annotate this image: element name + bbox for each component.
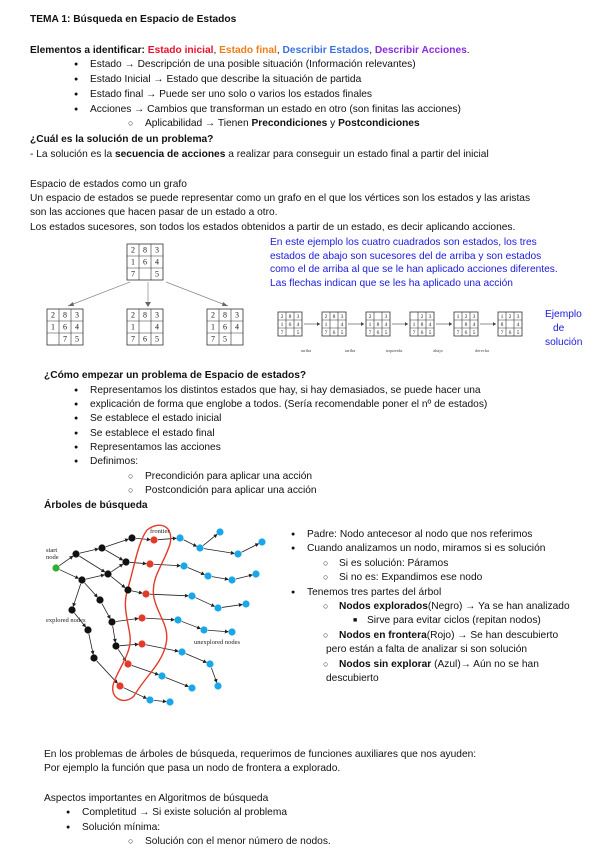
puzzle-tile: 4: [155, 257, 159, 267]
tree-edge: [73, 584, 80, 606]
puzzle-tile: 2: [211, 310, 215, 320]
puzzle-tile: 4: [516, 321, 520, 328]
puzzle-tile: 6: [143, 334, 147, 344]
puzzle-tile: 2: [131, 245, 135, 255]
tree-start-node: [52, 564, 59, 571]
puzzle-tile: 2: [280, 313, 284, 320]
sequence-board: [498, 312, 522, 336]
puzzle-tile: 1: [280, 321, 284, 328]
tree-explored-node: [72, 550, 79, 557]
puzzle-tile: 2: [368, 313, 372, 320]
tree-unexplored-node: [178, 648, 185, 655]
puzzle-tile: 7: [131, 334, 135, 344]
tree-edge: [132, 591, 142, 593]
puzzle-graph-figure: [30, 236, 270, 348]
sequence-action-label: arriba: [300, 348, 312, 353]
tree-note-sin-explorar-cont: descubierto: [326, 673, 379, 684]
puzzle-tile: 5: [296, 329, 300, 336]
tree-edge: [236, 575, 252, 579]
tree-edge: [105, 550, 122, 560]
tree-unexplored-node: [200, 626, 207, 633]
element-states: Describir Estados: [282, 45, 370, 56]
tree-edge: [79, 556, 104, 572]
tree-explored-node: [68, 606, 75, 613]
puzzle-state-left: [47, 309, 83, 345]
def-estado-final: ● Estado final → Puede ser uno solo o varios los estados finales: [90, 88, 372, 101]
tree-edge: [186, 654, 207, 663]
tree-edge: [154, 564, 180, 566]
tree-unexplored-node: [174, 616, 181, 623]
puzzle-tile: 1: [368, 321, 372, 328]
tree-unexplored-node: [216, 528, 223, 535]
tree-unexplored-node: [166, 698, 173, 705]
start-subitem-1: ○ Precondición para aplicar una acción: [145, 470, 312, 483]
puzzle-tile: 6: [376, 329, 380, 336]
example-note: En este ejemplo los cuatro cuadrados son estados, los tres estados de abajo son sucesores del de arriba y son estados como el de arriba al que se le han aplicado acciones diferentes. Las flechas indican que se les ha aplicado una acción: [270, 237, 558, 289]
tree-edge: [154, 700, 166, 701]
puzzle-tile: 2: [508, 313, 512, 320]
elements-line: Elementos a identificar: Estado inicial, Estado final, Describir Estados, Describir Acciones.: [30, 45, 470, 56]
puzzle-tile: 7: [324, 329, 328, 336]
puzzle-tile: 7: [412, 329, 416, 336]
puzzle-tile: 6: [143, 257, 147, 267]
puzzle-tile: 7: [500, 329, 504, 336]
tree-unexplored-node: [188, 684, 195, 691]
puzzle-tile: 8: [500, 321, 504, 328]
puzzle-tile: 6: [63, 322, 67, 332]
tree-unexplored-node: [188, 592, 195, 599]
tree-note-frontera: ○ Nodos en frontera(Rojo) → Se han descubierto: [339, 629, 558, 642]
def-estado-inicial: ● Estado Inicial → Estado que describe la situación de partida: [90, 73, 361, 86]
puzzle-tile: 8: [288, 313, 292, 320]
puzzle-tile: 6: [420, 329, 424, 336]
puzzle-tile: 3: [155, 310, 159, 320]
tree-explored-node: [108, 618, 115, 625]
tree-unexplored-node: [214, 604, 221, 611]
tree-note-padre: ● Padre: Nodo antecesor al nodo que nos referimos: [307, 528, 532, 541]
puzzle-tile: 6: [464, 329, 468, 336]
elements-label: Elementos a identificar:: [30, 45, 145, 56]
puzzle-tile: 7: [211, 334, 215, 344]
puzzle-tile: 3: [340, 313, 344, 320]
tree-edge: [196, 598, 215, 607]
puzzle-tile: 2: [464, 313, 468, 320]
tree-unexplored-node: [242, 600, 249, 607]
aspect-completitud: ● Completitud → Si existe solución al problema: [82, 806, 287, 819]
puzzle-tile: 3: [384, 313, 388, 320]
tree-frontier-node: [138, 614, 145, 621]
aux-paragraph-2: Por ejemplo la función que pasa un nodo de frontera a explorado.: [44, 763, 341, 774]
graph-paragraph-1: Un espacio de estados se puede representar como un grafo en el que los vértices son los estados y las aristas: [30, 193, 531, 204]
tree-note-partes: ● Tenemos tres partes del árbol: [307, 586, 441, 599]
puzzle-tile: 7: [131, 269, 135, 279]
tree-note-sino: ○ Si no es: Expandimos ese nodo: [339, 571, 482, 584]
aspects-title: Aspectos importantes en Algoritmos de búsqueda: [44, 793, 269, 804]
tree-explored-node: [98, 544, 105, 551]
tree-explored-node: [90, 654, 97, 661]
tree-edge: [80, 549, 98, 553]
graph-title: Espacio de estados como un grafo: [30, 179, 187, 190]
tree-edge: [188, 568, 205, 575]
tree-label-explored: explored nodes: [46, 617, 86, 624]
tree-frontier-node: [116, 682, 123, 689]
tree-unexplored-node: [228, 576, 235, 583]
solution-answer: - La solución es la secuencia de acciones a realizar para conseguir un estado final a partir del inicial: [30, 149, 489, 160]
tree-label-frontier: frontier: [150, 528, 170, 535]
tree-edge: [211, 668, 216, 682]
tree-edge: [136, 538, 150, 539]
puzzle-tile: 5: [516, 329, 520, 336]
tree-frontier-node: [138, 640, 145, 647]
sequence-board: [454, 312, 478, 336]
tree-note-si: ○ Si es solución: Páramos: [339, 557, 448, 570]
puzzle-tile: 2: [131, 310, 135, 320]
sequence-board: [278, 312, 302, 336]
puzzle-tile: 8: [143, 245, 147, 255]
tree-unexplored-node: [206, 660, 213, 667]
tree-edge: [150, 594, 188, 596]
tree-frontier-node: [124, 660, 131, 667]
puzzle-tile: 3: [472, 313, 476, 320]
tree-edge: [132, 665, 158, 674]
def-acciones: ● Acciones → Cambios que transforman un estado en otro (son finitas las acciones): [90, 103, 461, 116]
tree-unexplored-node: [228, 628, 235, 635]
tree-note-sin-explorar: ○ Nodos sin explorar (Azul)→ Aún no se han: [339, 658, 539, 671]
tree-unexplored-node: [146, 696, 153, 703]
sequence-action-label: abajo: [433, 348, 443, 353]
tree-frontier-node: [150, 536, 157, 543]
tree-note-cuando: ● Cuando analizamos un nodo, miramos si es solución: [307, 542, 545, 555]
page-title: TEMA 1: Búsqueda en Espacio de Estados: [30, 14, 237, 25]
puzzle-state-middle: [127, 309, 163, 345]
tree-edge: [102, 604, 110, 619]
sequence-board: [410, 312, 434, 336]
puzzle-tile: 5: [155, 334, 159, 344]
sequence-action-label: izquierda: [385, 348, 403, 353]
puzzle-tile: 3: [155, 245, 159, 255]
tree-edge: [89, 634, 93, 654]
element-initial: Estado inicial: [147, 45, 214, 56]
tree-unexplored-node: [258, 538, 265, 545]
puzzle-tile: 1: [456, 313, 460, 320]
puzzle-tile: 3: [296, 313, 300, 320]
tree-note-frontera-cont: pero están a falta de analizar si son solución: [326, 644, 528, 655]
tree-edge: [59, 556, 72, 565]
puzzle-state-right: [207, 309, 243, 345]
aspect-menor-nodos: ○ Solución con el menor número de nodos.: [145, 835, 331, 848]
tree-edge: [204, 549, 234, 554]
tree-unexplored-node: [204, 572, 211, 579]
tree-note-ciclos: ■ Sirve para evitar ciclos (repitan nodos): [367, 614, 541, 627]
tree-edge: [60, 570, 79, 579]
tree-edge: [113, 626, 116, 642]
puzzle-tile: 4: [235, 322, 239, 332]
puzzle-tile: 4: [428, 321, 432, 328]
puzzle-tile: 8: [376, 321, 380, 328]
puzzle-tile: 5: [384, 329, 388, 336]
graph-paragraph-2: son las acciones que hacen pasar de un estado a otro.: [30, 207, 278, 218]
tree-edge: [106, 539, 128, 546]
puzzle-tile: 4: [472, 321, 476, 328]
solution-question: ¿Cuál es la solución de un problema?: [30, 134, 214, 145]
puzzle-tile: 1: [500, 313, 504, 320]
puzzle-tile: 6: [508, 329, 512, 336]
tree-edge: [242, 544, 259, 552]
puzzle-tile: 6: [332, 329, 336, 336]
puzzle-tile: 7: [368, 329, 372, 336]
puzzle-tile: 5: [428, 329, 432, 336]
tree-unexplored-node: [234, 550, 241, 557]
sequence-action-label: arriba: [344, 348, 356, 353]
puzzle-tile: 8: [464, 321, 468, 328]
tree-edge: [184, 540, 197, 546]
search-tree-figure: [42, 518, 282, 708]
tree-label-start: start: [46, 547, 58, 554]
puzzle-tile: 5: [340, 329, 344, 336]
tree-edge: [130, 562, 146, 563]
puzzle-tile: 6: [223, 322, 227, 332]
puzzle-tile: 8: [420, 321, 424, 328]
tree-edge: [111, 576, 125, 587]
tree-note-explorados: ○ Nodos explorados(Negro) → Ya se han analizado: [339, 600, 570, 613]
tree-explored-node: [84, 626, 91, 633]
puzzle-tile: 3: [75, 310, 79, 320]
puzzle-tile: 5: [472, 329, 476, 336]
puzzle-tile: 1: [211, 322, 215, 332]
tree-edge: [85, 583, 98, 597]
tree-edge: [111, 564, 122, 572]
sequence-board: [366, 312, 390, 336]
tree-label-unexplored: unexplored nodes: [194, 639, 241, 646]
trees-title: Árboles de búsqueda: [44, 500, 148, 511]
sequence-action-label: derecha: [475, 348, 489, 353]
tree-edge: [222, 605, 242, 608]
puzzle-tile: 5: [223, 334, 227, 344]
sequence-board: [322, 312, 346, 336]
puzzle-tile: 1: [412, 321, 416, 328]
tree-explored-node: [78, 576, 85, 583]
tree-edge: [212, 577, 228, 580]
tree-unexplored-node: [252, 570, 259, 577]
puzzle-tile: 4: [384, 321, 388, 328]
tree-explored-node: [96, 596, 103, 603]
tree-unexplored-node: [180, 562, 187, 569]
puzzle-tile: 8: [63, 310, 67, 320]
start-subitem-2: ○ Postcondición para aplicar una acción: [145, 484, 317, 497]
tree-frontier-node: [146, 560, 153, 567]
tree-unexplored-node: [176, 534, 183, 541]
start-item-2: ● Se establece el estado inicial: [90, 412, 221, 425]
puzzle-tile: 5: [155, 269, 159, 279]
tree-unexplored-node: [214, 682, 221, 689]
start-item-3: ● Se establece el estado final: [90, 427, 215, 440]
puzzle-tile: 3: [428, 313, 432, 320]
tree-edge: [182, 621, 201, 628]
aux-paragraph-1: En los problemas de árboles de búsqueda, requerimos de funciones auxiliares que nos ayuden:: [44, 749, 477, 760]
example-solution-label: Ejemplo de solución: [545, 309, 583, 348]
tree-explored-node: [124, 586, 131, 593]
puzzle-tile: 1: [324, 321, 328, 328]
tree-edge: [146, 645, 178, 651]
puzzle-tile: 2: [420, 313, 424, 320]
graph-arrow-right: [166, 282, 228, 306]
puzzle-tile: 7: [280, 329, 284, 336]
aspect-solucion-minima: ● Solución mínima:: [82, 821, 160, 834]
start-question: ¿Cómo empezar un problema de Espacio de estados?: [44, 370, 307, 381]
tree-edge: [146, 618, 174, 620]
start-item-1: ● Representamos los distintos estados que hay, si hay demasiados, se puede hacer una: [90, 384, 481, 397]
tree-edge: [86, 575, 104, 579]
tree-edge: [166, 677, 189, 686]
puzzle-state-top: [127, 244, 163, 280]
puzzle-tile: 4: [75, 322, 79, 332]
puzzle-tile: 3: [516, 313, 520, 320]
start-item-4: ● Representamos las acciones: [90, 441, 221, 454]
puzzle-tile: 2: [324, 313, 328, 320]
tree-unexplored-node: [158, 672, 165, 679]
tree-edge: [208, 630, 228, 631]
puzzle-tile: 8: [332, 313, 336, 320]
element-final: Estado final: [219, 45, 277, 56]
puzzle-tile: 7: [63, 334, 67, 344]
puzzle-tile: 1: [131, 322, 135, 332]
graph-arrow-left: [68, 282, 130, 306]
puzzle-tile: 8: [223, 310, 227, 320]
start-item-1-cont: ● explicación de forma que englobe a todos. (Sería recomendable poner el nº de estados): [90, 398, 487, 411]
puzzle-tile: 7: [456, 329, 460, 336]
tree-unexplored-node: [196, 544, 203, 551]
puzzle-tile: 4: [340, 321, 344, 328]
puzzle-tile: 4: [296, 321, 300, 328]
puzzle-tile: 4: [155, 322, 159, 332]
start-item-5: ● Definimos:: [90, 455, 138, 468]
solution-sequence-figure: [274, 308, 536, 356]
tree-explored-node: [128, 534, 135, 541]
tree-frontier-node: [142, 590, 149, 597]
puzzle-tile: 8: [143, 310, 147, 320]
tree-explored-node: [122, 558, 129, 565]
element-actions: Describir Acciones: [374, 45, 467, 56]
tree-explored-node: [112, 642, 119, 649]
tree-label-node: node: [46, 554, 59, 561]
puzzle-tile: 2: [51, 310, 55, 320]
puzzle-tile: 5: [75, 334, 79, 344]
tree-edge: [158, 538, 176, 539]
puzzle-tile: 3: [235, 310, 239, 320]
tree-explored-node: [104, 570, 111, 577]
graph-paragraph-3: Los estados sucesores, son todos los estados obtenidos a partir de un estado, es decir aplicando acciones.: [30, 222, 516, 233]
puzzle-tile: 1: [131, 257, 135, 267]
def-estado: ● Estado → Descripción de una posible situación (Información relevantes): [90, 58, 416, 71]
tree-edge: [203, 534, 217, 545]
puzzle-tile: 1: [51, 322, 55, 332]
puzzle-tile: 6: [288, 321, 292, 328]
def-aplicabilidad: ○ Aplicabilidad → Tienen Precondiciones y Postcondiciones: [145, 117, 420, 130]
